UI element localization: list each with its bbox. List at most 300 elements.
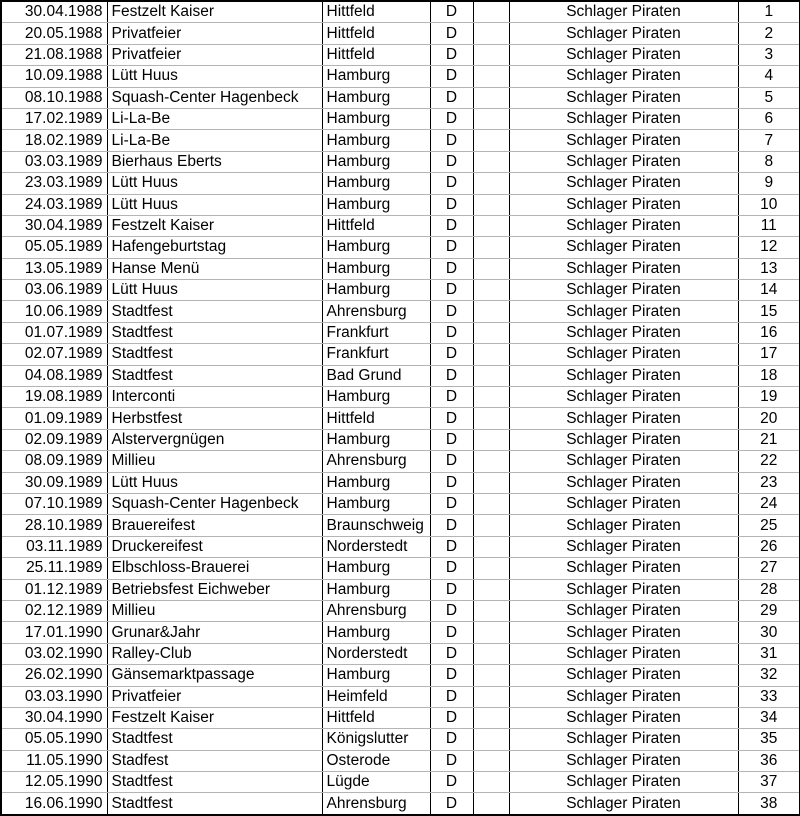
city-cell: Hamburg	[322, 579, 430, 600]
empty-cell	[473, 772, 509, 793]
band-cell: Schlager Piraten	[509, 280, 738, 301]
date-cell: 13.05.1989	[1, 258, 107, 279]
table-row	[1, 173, 800, 194]
date-cell: 16.06.1990	[1, 793, 107, 815]
number-cell: 1	[738, 1, 800, 23]
table-row	[1, 515, 800, 536]
table-row	[1, 322, 800, 343]
country-cell: D	[430, 536, 473, 557]
city-cell: Hamburg	[322, 194, 430, 215]
date-cell: 24.03.1989	[1, 194, 107, 215]
empty-cell	[473, 365, 509, 386]
table-row	[1, 66, 800, 87]
table-row	[1, 408, 800, 429]
empty-cell	[473, 729, 509, 750]
venue-cell: Gänsemarktpassage	[107, 665, 322, 686]
city-cell: Bad Grund	[322, 365, 430, 386]
venue-cell: Stadfest	[107, 750, 322, 771]
empty-cell	[473, 472, 509, 493]
date-cell: 03.11.1989	[1, 536, 107, 557]
empty-cell	[473, 237, 509, 258]
venue-cell: Stadtfest	[107, 365, 322, 386]
venue-cell: Grunar&Jahr	[107, 622, 322, 643]
table-row	[1, 750, 800, 771]
number-cell: 7	[738, 130, 800, 151]
city-cell: Ahrensburg	[322, 600, 430, 621]
date-cell: 05.05.1989	[1, 237, 107, 258]
city-cell: Hittfeld	[322, 707, 430, 728]
number-cell: 32	[738, 665, 800, 686]
date-cell: 03.03.1989	[1, 151, 107, 172]
city-cell: Hamburg	[322, 237, 430, 258]
country-cell: D	[430, 729, 473, 750]
country-cell: D	[430, 643, 473, 664]
table-row	[1, 558, 800, 579]
country-cell: D	[430, 451, 473, 472]
date-cell: 20.05.1988	[1, 23, 107, 44]
number-cell: 38	[738, 793, 800, 815]
table-row	[1, 707, 800, 728]
city-cell: Osterode	[322, 750, 430, 771]
band-cell: Schlager Piraten	[509, 600, 738, 621]
table-row	[1, 87, 800, 108]
table-row	[1, 493, 800, 514]
band-cell: Schlager Piraten	[509, 793, 738, 815]
band-cell: Schlager Piraten	[509, 408, 738, 429]
country-cell: D	[430, 515, 473, 536]
date-cell: 30.04.1990	[1, 707, 107, 728]
venue-cell: Millieu	[107, 451, 322, 472]
table-row	[1, 643, 800, 664]
number-cell: 23	[738, 472, 800, 493]
date-cell: 25.11.1989	[1, 558, 107, 579]
date-cell: 10.09.1988	[1, 66, 107, 87]
venue-cell: Lütt Huus	[107, 173, 322, 194]
number-cell: 35	[738, 729, 800, 750]
venue-cell: Lütt Huus	[107, 194, 322, 215]
number-cell: 27	[738, 558, 800, 579]
city-cell: Frankfurt	[322, 344, 430, 365]
table-row	[1, 151, 800, 172]
band-cell: Schlager Piraten	[509, 44, 738, 65]
number-cell: 25	[738, 515, 800, 536]
country-cell: D	[430, 408, 473, 429]
empty-cell	[473, 151, 509, 172]
number-cell: 18	[738, 365, 800, 386]
empty-cell	[473, 793, 509, 815]
table-row	[1, 301, 800, 322]
table-row	[1, 108, 800, 129]
empty-cell	[473, 558, 509, 579]
table-row	[1, 215, 800, 236]
empty-cell	[473, 194, 509, 215]
country-cell: D	[430, 344, 473, 365]
venue-cell: Lütt Huus	[107, 280, 322, 301]
country-cell: D	[430, 772, 473, 793]
city-cell: Hamburg	[322, 622, 430, 643]
table-row	[1, 1, 800, 23]
empty-cell	[473, 429, 509, 450]
date-cell: 01.07.1989	[1, 322, 107, 343]
venue-cell: Privatfeier	[107, 44, 322, 65]
table-row	[1, 729, 800, 750]
number-cell: 19	[738, 387, 800, 408]
empty-cell	[473, 686, 509, 707]
venue-cell: Stadtfest	[107, 344, 322, 365]
number-cell: 21	[738, 429, 800, 450]
band-cell: Schlager Piraten	[509, 23, 738, 44]
empty-cell	[473, 258, 509, 279]
date-cell: 01.09.1989	[1, 408, 107, 429]
table-row	[1, 344, 800, 365]
country-cell: D	[430, 301, 473, 322]
empty-cell	[473, 66, 509, 87]
empty-cell	[473, 173, 509, 194]
empty-cell	[473, 23, 509, 44]
date-cell: 02.07.1989	[1, 344, 107, 365]
venue-cell: Bierhaus Eberts	[107, 151, 322, 172]
number-cell: 34	[738, 707, 800, 728]
country-cell: D	[430, 87, 473, 108]
table-row	[1, 429, 800, 450]
number-cell: 10	[738, 194, 800, 215]
band-cell: Schlager Piraten	[509, 686, 738, 707]
table-row	[1, 472, 800, 493]
country-cell: D	[430, 558, 473, 579]
venue-cell: Festzelt Kaiser	[107, 215, 322, 236]
table-row	[1, 451, 800, 472]
country-cell: D	[430, 579, 473, 600]
country-cell: D	[430, 173, 473, 194]
date-cell: 19.08.1989	[1, 387, 107, 408]
city-cell: Hamburg	[322, 258, 430, 279]
date-cell: 01.12.1989	[1, 579, 107, 600]
country-cell: D	[430, 194, 473, 215]
venue-cell: Privatfeier	[107, 686, 322, 707]
band-cell: Schlager Piraten	[509, 322, 738, 343]
venue-cell: Festzelt Kaiser	[107, 707, 322, 728]
venue-cell: Squash-Center Hagenbeck	[107, 87, 322, 108]
band-cell: Schlager Piraten	[509, 515, 738, 536]
empty-cell	[473, 387, 509, 408]
date-cell: 07.10.1989	[1, 493, 107, 514]
band-cell: Schlager Piraten	[509, 536, 738, 557]
band-cell: Schlager Piraten	[509, 579, 738, 600]
country-cell: D	[430, 66, 473, 87]
band-cell: Schlager Piraten	[509, 750, 738, 771]
venue-cell: Alstervergnügen	[107, 429, 322, 450]
number-cell: 12	[738, 237, 800, 258]
country-cell: D	[430, 472, 473, 493]
empty-cell	[473, 44, 509, 65]
table-row	[1, 23, 800, 44]
number-cell: 28	[738, 579, 800, 600]
date-cell: 05.05.1990	[1, 729, 107, 750]
number-cell: 17	[738, 344, 800, 365]
date-cell: 03.06.1989	[1, 280, 107, 301]
band-cell: Schlager Piraten	[509, 130, 738, 151]
table-row	[1, 536, 800, 557]
band-cell: Schlager Piraten	[509, 665, 738, 686]
country-cell: D	[430, 493, 473, 514]
number-cell: 2	[738, 23, 800, 44]
city-cell: Hamburg	[322, 429, 430, 450]
empty-cell	[473, 493, 509, 514]
band-cell: Schlager Piraten	[509, 365, 738, 386]
empty-cell	[473, 707, 509, 728]
city-cell: Königslutter	[322, 729, 430, 750]
country-cell: D	[430, 130, 473, 151]
country-cell: D	[430, 23, 473, 44]
city-cell: Frankfurt	[322, 322, 430, 343]
number-cell: 37	[738, 772, 800, 793]
number-cell: 20	[738, 408, 800, 429]
venue-cell: Hanse Menü	[107, 258, 322, 279]
country-cell: D	[430, 1, 473, 23]
date-cell: 26.02.1990	[1, 665, 107, 686]
date-cell: 12.05.1990	[1, 772, 107, 793]
date-cell: 17.02.1989	[1, 108, 107, 129]
country-cell: D	[430, 44, 473, 65]
city-cell: Hamburg	[322, 665, 430, 686]
band-cell: Schlager Piraten	[509, 66, 738, 87]
number-cell: 5	[738, 87, 800, 108]
country-cell: D	[430, 258, 473, 279]
empty-cell	[473, 322, 509, 343]
table-row	[1, 130, 800, 151]
country-cell: D	[430, 280, 473, 301]
city-cell: Hittfeld	[322, 1, 430, 23]
band-cell: Schlager Piraten	[509, 451, 738, 472]
number-cell: 33	[738, 686, 800, 707]
empty-cell	[473, 750, 509, 771]
country-cell: D	[430, 151, 473, 172]
city-cell: Hamburg	[322, 387, 430, 408]
country-cell: D	[430, 665, 473, 686]
country-cell: D	[430, 622, 473, 643]
city-cell: Lügde	[322, 772, 430, 793]
number-cell: 26	[738, 536, 800, 557]
country-cell: D	[430, 600, 473, 621]
venue-cell: Li-La-Be	[107, 108, 322, 129]
date-cell: 28.10.1989	[1, 515, 107, 536]
empty-cell	[473, 643, 509, 664]
venue-cell: Druckereifest	[107, 536, 322, 557]
city-cell: Hamburg	[322, 472, 430, 493]
city-cell: Hamburg	[322, 280, 430, 301]
date-cell: 17.01.1990	[1, 622, 107, 643]
country-cell: D	[430, 237, 473, 258]
date-cell: 23.03.1989	[1, 173, 107, 194]
country-cell: D	[430, 215, 473, 236]
table-row	[1, 793, 800, 815]
country-cell: D	[430, 365, 473, 386]
band-cell: Schlager Piraten	[509, 151, 738, 172]
empty-cell	[473, 408, 509, 429]
table-row	[1, 600, 800, 621]
venue-cell: Festzelt Kaiser	[107, 1, 322, 23]
empty-cell	[473, 600, 509, 621]
table-row	[1, 44, 800, 65]
venue-cell: Brauereifest	[107, 515, 322, 536]
venue-cell: Betriebsfest Eichweber	[107, 579, 322, 600]
venue-cell: Herbstfest	[107, 408, 322, 429]
city-cell: Ahrensburg	[322, 451, 430, 472]
empty-cell	[473, 536, 509, 557]
table-row	[1, 280, 800, 301]
number-cell: 13	[738, 258, 800, 279]
band-cell: Schlager Piraten	[509, 558, 738, 579]
date-cell: 08.09.1989	[1, 451, 107, 472]
venue-cell: Lütt Huus	[107, 472, 322, 493]
city-cell: Ahrensburg	[322, 793, 430, 815]
number-cell: 6	[738, 108, 800, 129]
venue-cell: Ralley-Club	[107, 643, 322, 664]
empty-cell	[473, 665, 509, 686]
band-cell: Schlager Piraten	[509, 472, 738, 493]
band-cell: Schlager Piraten	[509, 301, 738, 322]
country-cell: D	[430, 793, 473, 815]
city-cell: Hamburg	[322, 493, 430, 514]
city-cell: Hittfeld	[322, 44, 430, 65]
band-cell: Schlager Piraten	[509, 493, 738, 514]
table-row	[1, 258, 800, 279]
city-cell: Hittfeld	[322, 408, 430, 429]
band-cell: Schlager Piraten	[509, 215, 738, 236]
city-cell: Hamburg	[322, 173, 430, 194]
band-cell: Schlager Piraten	[509, 429, 738, 450]
date-cell: 03.03.1990	[1, 686, 107, 707]
table-row	[1, 686, 800, 707]
band-cell: Schlager Piraten	[509, 643, 738, 664]
venue-cell: Li-La-Be	[107, 130, 322, 151]
country-cell: D	[430, 707, 473, 728]
band-cell: Schlager Piraten	[509, 387, 738, 408]
table-row	[1, 665, 800, 686]
date-cell: 02.12.1989	[1, 600, 107, 621]
table-row	[1, 365, 800, 386]
number-cell: 14	[738, 280, 800, 301]
number-cell: 11	[738, 215, 800, 236]
city-cell: Hamburg	[322, 87, 430, 108]
venue-cell: Stadtfest	[107, 793, 322, 815]
empty-cell	[473, 1, 509, 23]
empty-cell	[473, 87, 509, 108]
band-cell: Schlager Piraten	[509, 344, 738, 365]
venue-cell: Stadtfest	[107, 322, 322, 343]
date-cell: 30.04.1989	[1, 215, 107, 236]
venue-cell: Millieu	[107, 600, 322, 621]
date-cell: 11.05.1990	[1, 750, 107, 771]
table-row	[1, 622, 800, 643]
venue-cell: Lütt Huus	[107, 66, 322, 87]
gig-table-body	[1, 1, 800, 815]
number-cell: 3	[738, 44, 800, 65]
number-cell: 9	[738, 173, 800, 194]
table-row	[1, 194, 800, 215]
band-cell: Schlager Piraten	[509, 237, 738, 258]
band-cell: Schlager Piraten	[509, 1, 738, 23]
table-row	[1, 772, 800, 793]
table-row	[1, 579, 800, 600]
table-row	[1, 387, 800, 408]
city-cell: Hittfeld	[322, 215, 430, 236]
date-cell: 30.09.1989	[1, 472, 107, 493]
city-cell: Hamburg	[322, 108, 430, 129]
date-cell: 04.08.1989	[1, 365, 107, 386]
band-cell: Schlager Piraten	[509, 173, 738, 194]
band-cell: Schlager Piraten	[509, 729, 738, 750]
city-cell: Hamburg	[322, 151, 430, 172]
empty-cell	[473, 622, 509, 643]
empty-cell	[473, 215, 509, 236]
venue-cell: Squash-Center Hagenbeck	[107, 493, 322, 514]
venue-cell: Stadtfest	[107, 729, 322, 750]
band-cell: Schlager Piraten	[509, 622, 738, 643]
city-cell: Hamburg	[322, 130, 430, 151]
venue-cell: Stadtfest	[107, 301, 322, 322]
empty-cell	[473, 280, 509, 301]
city-cell: Ahrensburg	[322, 301, 430, 322]
empty-cell	[473, 108, 509, 129]
country-cell: D	[430, 387, 473, 408]
venue-cell: Hafengeburtstag	[107, 237, 322, 258]
country-cell: D	[430, 429, 473, 450]
date-cell: 21.08.1988	[1, 44, 107, 65]
empty-cell	[473, 515, 509, 536]
city-cell: Hamburg	[322, 558, 430, 579]
band-cell: Schlager Piraten	[509, 194, 738, 215]
country-cell: D	[430, 686, 473, 707]
date-cell: 08.10.1988	[1, 87, 107, 108]
country-cell: D	[430, 322, 473, 343]
number-cell: 4	[738, 66, 800, 87]
venue-cell: Elbschloss-Brauerei	[107, 558, 322, 579]
number-cell: 30	[738, 622, 800, 643]
city-cell: Hamburg	[322, 66, 430, 87]
date-cell: 18.02.1989	[1, 130, 107, 151]
band-cell: Schlager Piraten	[509, 108, 738, 129]
number-cell: 15	[738, 301, 800, 322]
number-cell: 29	[738, 600, 800, 621]
number-cell: 22	[738, 451, 800, 472]
number-cell: 31	[738, 643, 800, 664]
city-cell: Hittfeld	[322, 23, 430, 44]
venue-cell: Privatfeier	[107, 23, 322, 44]
date-cell: 03.02.1990	[1, 643, 107, 664]
date-cell: 30.04.1988	[1, 1, 107, 23]
empty-cell	[473, 579, 509, 600]
number-cell: 36	[738, 750, 800, 771]
country-cell: D	[430, 108, 473, 129]
empty-cell	[473, 130, 509, 151]
city-cell: Norderstedt	[322, 643, 430, 664]
number-cell: 16	[738, 322, 800, 343]
empty-cell	[473, 301, 509, 322]
city-cell: Heimfeld	[322, 686, 430, 707]
date-cell: 02.09.1989	[1, 429, 107, 450]
table-row	[1, 237, 800, 258]
empty-cell	[473, 344, 509, 365]
empty-cell	[473, 451, 509, 472]
date-cell: 10.06.1989	[1, 301, 107, 322]
band-cell: Schlager Piraten	[509, 707, 738, 728]
band-cell: Schlager Piraten	[509, 772, 738, 793]
city-cell: Norderstedt	[322, 536, 430, 557]
venue-cell: Interconti	[107, 387, 322, 408]
venue-cell: Stadtfest	[107, 772, 322, 793]
country-cell: D	[430, 750, 473, 771]
